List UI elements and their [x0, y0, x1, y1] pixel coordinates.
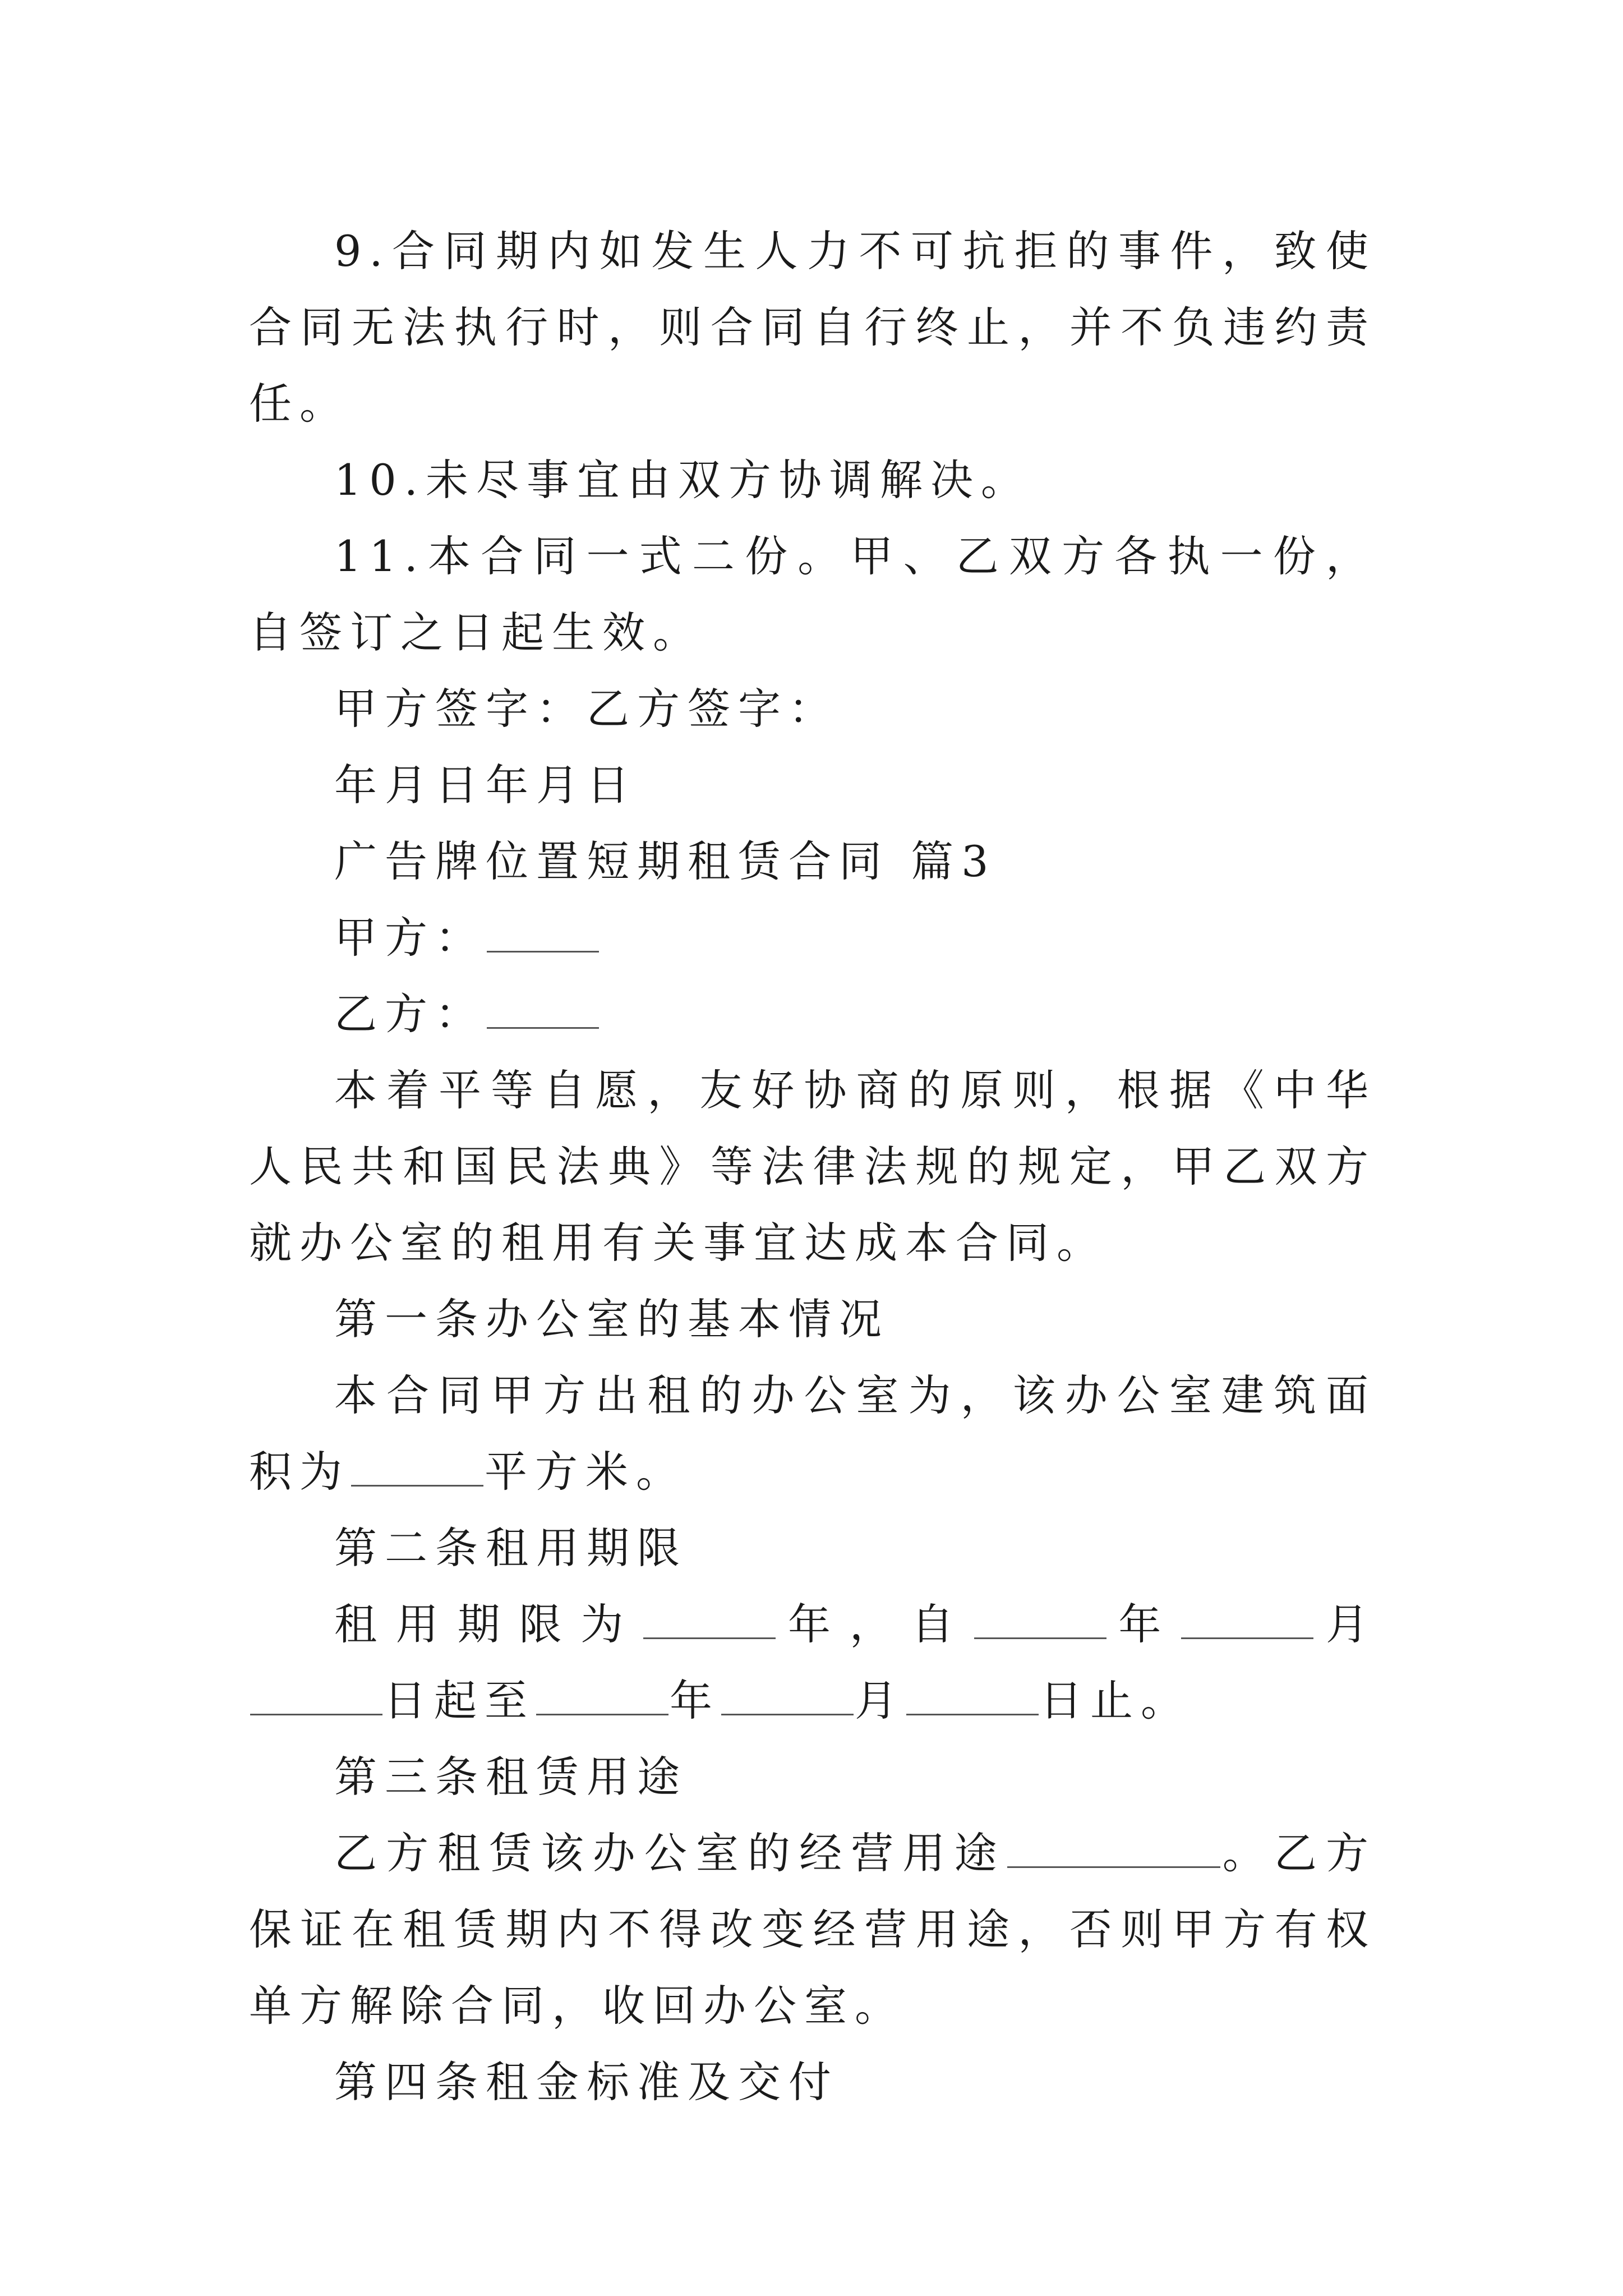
article-2-text-4: 月 [1315, 1599, 1377, 1649]
article-2-text-8: 日止。 [1040, 1676, 1191, 1726]
end-month-blank [721, 1680, 854, 1715]
clause-9: 9.合同期内如发生人力不可抗拒的事件，致使合同无法执行时，则合同自行终止，并不负违约责任。 [249, 226, 1376, 429]
clause-11: 11.本合同一式二份。甲、乙双方各执一份，自签订之日起生效。 [249, 531, 1376, 657]
article-2-text-2: 年，自 [777, 1599, 973, 1649]
article-2-text-7: 月 [855, 1676, 905, 1726]
usage-blank [1007, 1833, 1220, 1868]
article-2-text-5: 日起至 [384, 1676, 535, 1726]
document-body [249, 213, 1376, 2120]
article-2-text-3: 年 [1107, 1599, 1181, 1649]
clause-10: 10.未尽事宜由双方协调解决。 [334, 455, 1031, 505]
date-line: 年月日年月日 [334, 760, 637, 810]
start-year-blank [974, 1604, 1106, 1639]
article-3-text-a: 乙方租赁该办公室的经营用途 [334, 1828, 1006, 1878]
article-2-title: 第二条租用期限 [334, 1523, 688, 1573]
party-a-blank [487, 917, 599, 953]
article-2-text-6: 年 [670, 1676, 720, 1726]
article-2-text [249, 1586, 1376, 1739]
article-1-text-b: 平方米。 [485, 1447, 686, 1497]
intro-paragraph: 本着平等自愿，友好协商的原则，根据《中华人民共和国民法典》等法律法规的规定，甲乙双方就办公室的租用有关事宜达成本合同。 [249, 1065, 1376, 1268]
article-2-text-1: 租用期限为 [334, 1599, 643, 1649]
party-a-line [249, 900, 1376, 976]
party-b-label: 乙方： [334, 989, 486, 1039]
party-b-blank [487, 993, 599, 1029]
party-b-line [249, 976, 1376, 1052]
end-day-blank [906, 1680, 1039, 1715]
article-3-text-b: 。乙方保证在租赁期内不得改变经营用途，否则甲方有权单方解除合同，收回办公室。 [249, 1828, 1376, 2031]
article-1-text [249, 1358, 1376, 1510]
article-3-text [249, 1815, 1376, 2044]
area-blank [351, 1451, 483, 1487]
article-1-title: 第一条办公室的基本情况 [334, 1294, 889, 1344]
article-4-title: 第四条租金标准及交付 [334, 2057, 839, 2107]
article-1-text-a: 本合同甲方出租的办公室为，该办公室建筑面积为 [249, 1370, 1376, 1497]
start-month-blank [1181, 1604, 1313, 1639]
start-day-blank [250, 1680, 382, 1715]
term-years-blank [643, 1604, 776, 1639]
end-year-blank [536, 1680, 668, 1715]
article-3-title: 第三条租赁用途 [334, 1752, 688, 1802]
signature-line: 甲方签字：乙方签字： [334, 684, 839, 734]
party-a-label: 甲方： [334, 913, 486, 963]
section-title: 广告牌位置短期租赁合同 篇3 [334, 836, 997, 886]
